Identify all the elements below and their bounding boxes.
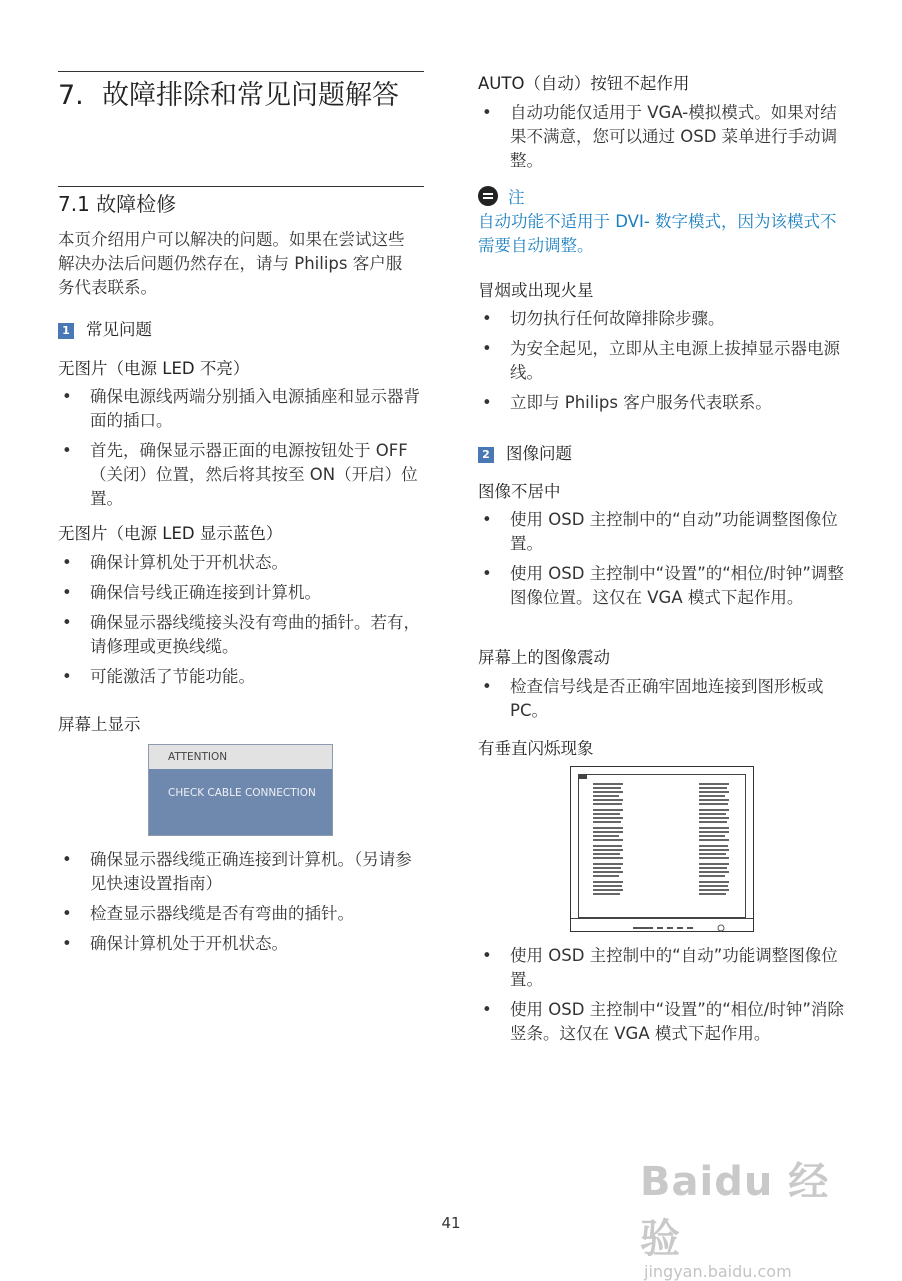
list-item: • 确保显示器线缆接头没有弯曲的插针。若有，请修理或更换线缆。 [58,611,424,659]
note-text: 自动功能不适用于 DVI- 数字模式，因为该模式不需要自动调整。 [478,212,837,255]
list-item: • 自动功能仅适用于 VGA-模拟模式。如果对结果不满意，您可以通过 OSD 菜单进行手动调整。 [478,101,844,173]
no-picture-led-off-list [58,385,424,517]
on-screen-heading: 屏幕上显示 [58,715,141,734]
list-item: • 可能激活了节能功能。 [58,665,424,689]
list-item: • 切勿执行任何故障排除步骤。 [478,307,844,331]
not-centered-list [478,508,844,616]
no-picture-led-blue-list [58,551,424,695]
on-screen-list [58,848,424,962]
flicker-list [478,944,844,1052]
chapter-number: 7. [58,80,84,111]
chapter-rule [58,71,424,72]
monitor-screen [578,774,746,918]
vibrating-list [478,675,844,729]
not-centered-heading: 图像不居中 [478,482,561,501]
monitor-bezel [571,918,753,931]
list-item: • 使用 OSD 主控制中的“自动”功能调整图像位置。 [478,944,844,992]
list-item: • 确保信号线正确连接到计算机。 [58,581,424,605]
vertical-stripes-graphic [579,775,745,917]
list-item: • 立即与 Philips 客户服务代表联系。 [478,391,844,415]
watermark-logo: Baidu 经验 [640,1159,830,1262]
box1-number: 1 [58,323,74,339]
monitor-buttons-graphic [571,922,753,934]
flicker-monitor-illustration [570,766,754,932]
box1-title: 常见问题 [86,320,152,339]
osd-message: CHECK CABLE CONNECTION [168,787,316,799]
note-icon [478,186,498,206]
auto-button-heading: AUTO（自动）按钮不起作用 [478,74,690,93]
section-rule [58,186,424,187]
vibrating-heading: 屏幕上的图像震动 [478,648,610,667]
osd-attention-box [148,744,333,836]
no-picture-led-blue-heading: 无图片（电源 LED 显示蓝色） [58,524,283,543]
auto-button-list [478,101,844,179]
list-item: • 确保电源线两端分别插入电源插座和显示器背面的插口。 [58,385,424,433]
list-item: • 检查显示器线缆是否有弯曲的插针。 [58,902,424,926]
smoke-heading: 冒烟或出现火星 [478,281,594,300]
list-item: • 确保计算机处于开机状态。 [58,551,424,575]
smoke-list [478,307,844,421]
page-number: 41 [441,1214,461,1232]
list-item: • 使用 OSD 主控制中的“自动”功能调整图像位置。 [478,508,844,556]
box2-heading [478,440,572,464]
list-item: • 使用 OSD 主控制中“设置”的“相位/时钟”消除竖条。这仅在 VGA 模式下起作用。 [478,998,844,1046]
watermark [640,1150,860,1281]
list-item: • 使用 OSD 主控制中“设置”的“相位/时钟”调整图像位置。这仅在 VGA 模式下起作用。 [478,562,844,610]
list-item: • 确保计算机处于开机状态。 [58,932,424,956]
note-label: 注 [508,188,525,207]
note-heading [478,184,525,208]
chapter-title [58,78,417,114]
box2-number: 2 [478,447,494,463]
no-picture-led-off-heading: 无图片（电源 LED 不亮） [58,359,250,378]
list-item: • 首先，确保显示器正面的电源按钮处于 OFF（关闭）位置，然后将其按至 ON（开启）位置。 [58,439,424,511]
intro-paragraph: 本页介绍用户可以解决的问题。如果在尝试这些解决办法后问题仍然存在，请与 Philips 客户服务代表联系。 [58,230,405,297]
flicker-heading: 有垂直闪烁现象 [478,739,594,758]
osd-attention-label: ATTENTION [149,745,332,769]
list-item: • 为安全起见，立即从主电源上拔掉显示器电源线。 [478,337,844,385]
section-title: 7.1 故障检修 [58,192,177,216]
list-item: • 确保显示器线缆正确连接到计算机。（另请参见快速设置指南） [58,848,424,896]
chapter-title-text: 故障排除和常见问题解答 [102,80,399,111]
list-item: • 检查信号线是否正确牢固地连接到图形板或 PC。 [478,675,844,723]
watermark-url: jingyan.baidu.com [644,1262,792,1281]
box1-heading [58,316,152,340]
box2-title: 图像问题 [506,444,572,463]
